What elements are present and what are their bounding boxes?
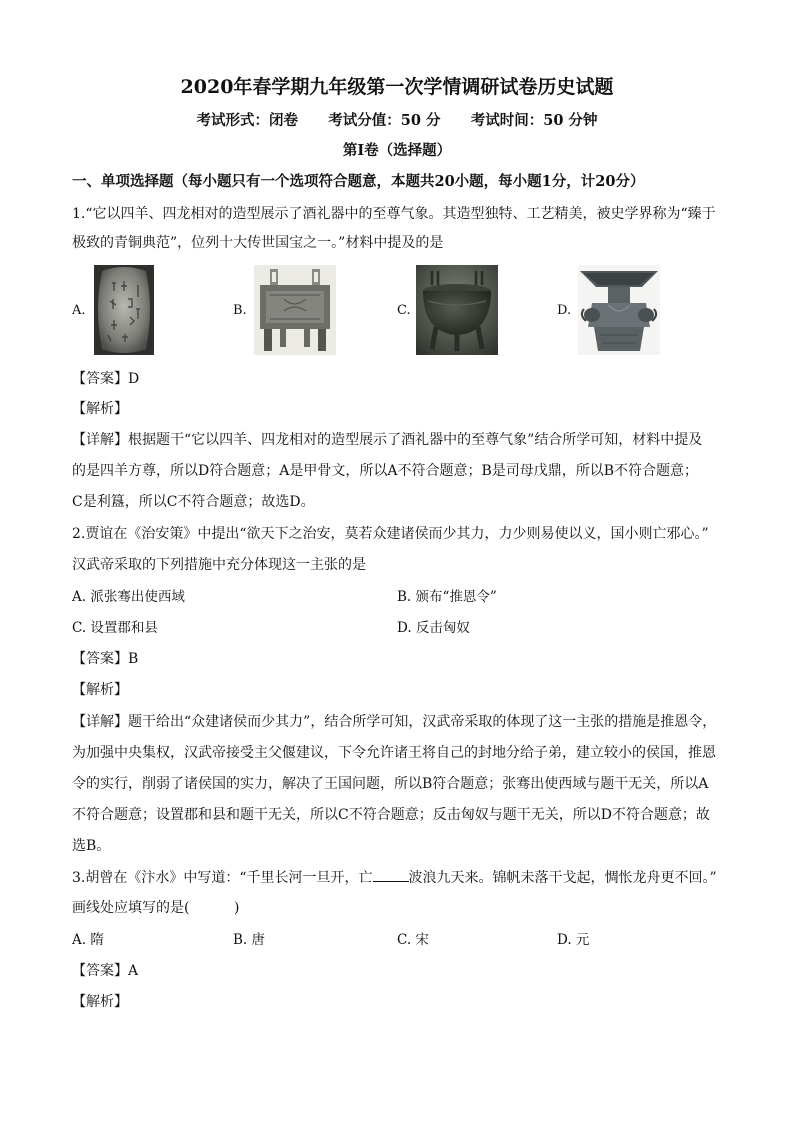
oracle-bone-image <box>94 265 154 355</box>
q2-detail-line-1: 【详解】题干给出“众建诸侯而少其力”，结合所学可知，汉武帝采取的体现了这一主张的措施是推恩令， <box>72 714 717 730</box>
q2-detail-line-3: 令的实行，削弱了诸侯国的实力，解决了王国问题，所以B符合题意；张骞出使西域与题干无关，所以A <box>72 776 709 792</box>
q1-analysis-label: 【解析】 <box>72 401 128 417</box>
q2-answer: 【答案】B <box>72 651 139 667</box>
q2-option-c: C. 设置郡和县 <box>72 620 158 636</box>
four-goat-square-zun-image <box>578 265 660 355</box>
q1-option-d-label: D. <box>557 303 572 318</box>
q1-detail-line-2: 的是四羊方尊，所以D符合题意；A是甲骨文，所以A不符合题意；B是司母戊鼎，所以B不符合题意； <box>72 463 699 479</box>
q3-stem-line-1 <box>72 868 717 888</box>
li-gui-image <box>416 265 498 355</box>
q3-stem-part-1: 3.胡曾在《汴水》中写道：“千里长河一旦开，亡 <box>72 870 373 886</box>
section-heading: 一、单项选择题（每小题只有一个选项符合题意，本题共20小题，每小题1分，计20分） <box>72 173 645 190</box>
fill-in-blank <box>373 869 409 882</box>
q2-detail-line-2: 为加强中央集权，汉武帝接受主父偃建议，下令允许诸王将自己的封地分给子弟，建立较小的侯国，推恩 <box>72 745 716 761</box>
q1-option-a-label: A. <box>72 303 86 318</box>
page-title: 2020年春学期九年级第一次学情调研试卷历史试题 <box>180 76 614 98</box>
q1-option-c-label: C. <box>397 303 411 318</box>
q2-option-a: A. 派张骞出使西域 <box>72 589 185 605</box>
q2-stem-line-2: 汉武帝采取的下列措施中充分体现这一主张的是 <box>72 557 366 573</box>
exam-info: 考试形式：闭卷 考试分值：50 分 考试时间：50 分钟 <box>196 112 598 129</box>
q2-analysis-label: 【解析】 <box>72 682 128 698</box>
q3-stem-line-2: 画线处应填写的是( ) <box>72 900 240 916</box>
q3-option-a: A. 隋 <box>72 932 104 948</box>
q1-detail-line-3: C是利簋，所以C不符合题意；故选D。 <box>72 494 315 510</box>
q2-detail-line-5: 选B。 <box>72 838 111 854</box>
q2-stem-line-1: 2.贾谊在《治安策》中提出“欲天下之治安，莫若众建诸侯而少其力，力少则易使以义，国小则亡邪心。” <box>72 526 709 542</box>
q1-answer: 【答案】D <box>72 371 140 387</box>
q2-option-d: D. 反击匈奴 <box>397 620 470 636</box>
q3-stem-part-2: 波浪九天来。锦帆未落干戈起，惆怅龙舟更不回。” <box>408 870 717 886</box>
q3-answer: 【答案】A <box>72 963 139 979</box>
q1-stem-line-1: 1.“它以四羊、四龙相对的造型展示了酒礼器中的至尊气象。其造型独特、工艺精美，被史学界称为“臻于 <box>72 206 716 222</box>
simuwu-ding-image <box>254 265 336 355</box>
q3-analysis-label: 【解析】 <box>72 994 128 1010</box>
volume-heading: 第Ⅰ卷（选择题） <box>342 142 452 159</box>
q3-option-d: D. 元 <box>557 932 590 948</box>
q3-option-b: B. 唐 <box>233 932 266 948</box>
q1-stem-line-2: 极致的青铜典范”，位列十大传世国宝之一。”材料中提及的是 <box>72 235 444 251</box>
q1-detail-line-1: 【详解】根据题干“它以四羊、四龙相对的造型展示了酒礼器中的至尊气象”结合所学可知，材料中提及 <box>72 432 703 448</box>
q3-option-c: C. 宋 <box>397 932 429 948</box>
q2-detail-line-4: 不符合题意；设置郡和县和题干无关，所以C不符合题意；反击匈奴与题干无关，所以D不符合题意；故 <box>72 807 710 823</box>
q1-option-b-label: B. <box>233 303 247 318</box>
q2-option-b: B. 颁布“推恩令” <box>397 589 497 605</box>
